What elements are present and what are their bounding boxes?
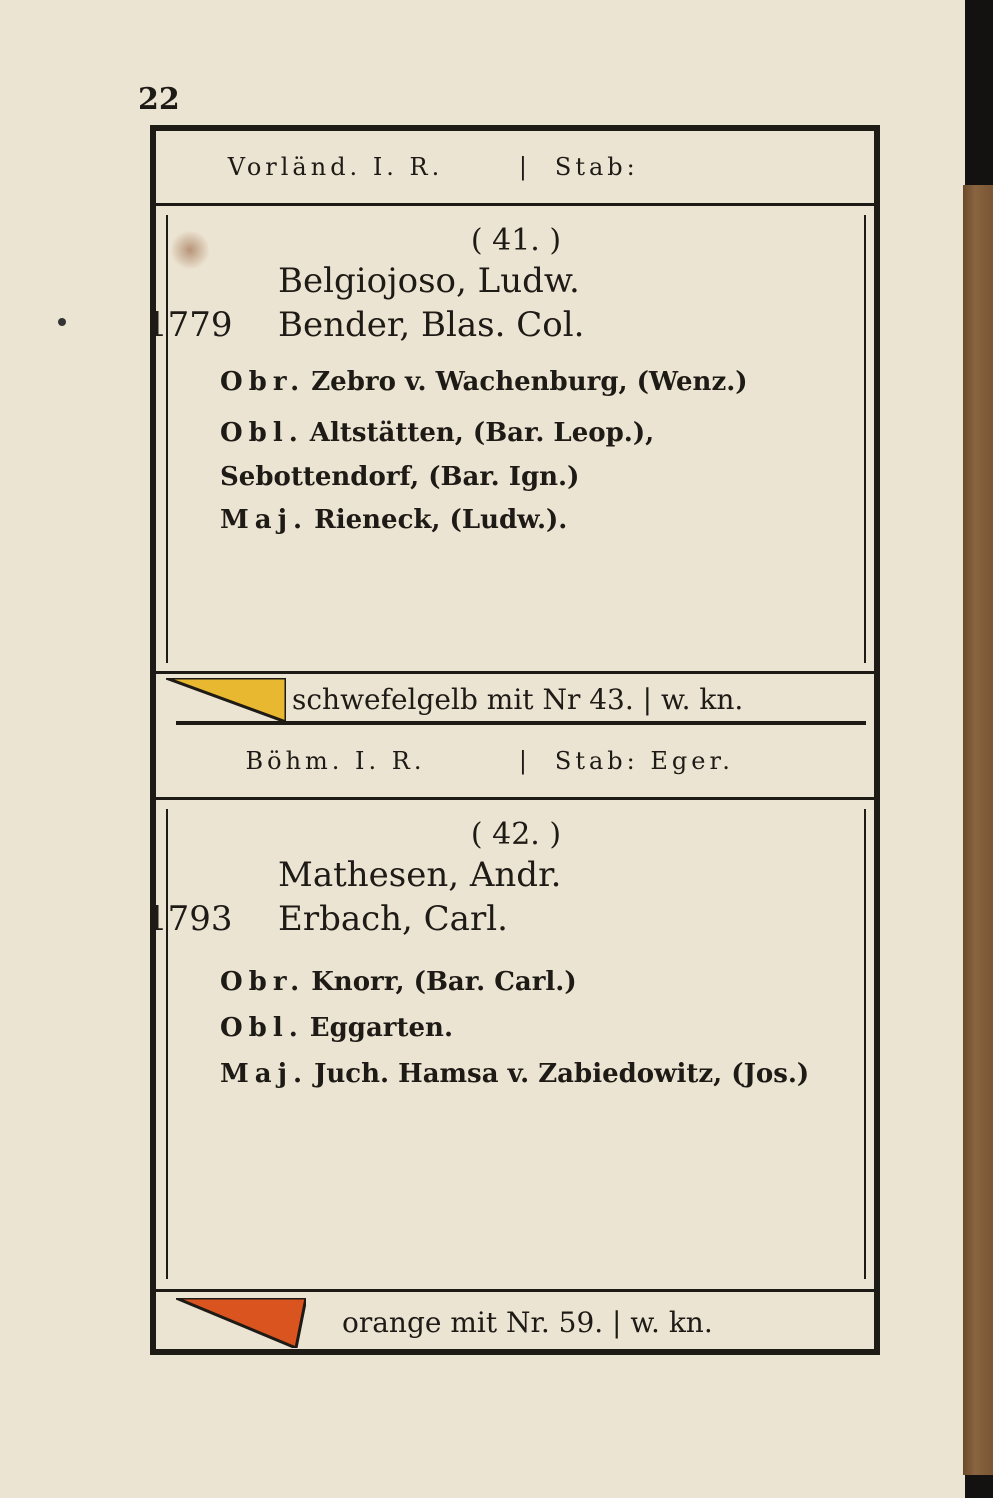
officer-row	[220, 505, 567, 535]
uniform-footer	[156, 671, 874, 724]
officer-rank: Maj.	[220, 1059, 309, 1089]
page-number: 22	[138, 82, 180, 117]
officer-row	[220, 1013, 453, 1043]
officer-row	[220, 1059, 809, 1089]
regiment-section-41	[146, 131, 874, 721]
regiment-name: Vorländ. I. R.	[227, 153, 444, 181]
header-separator: |	[518, 153, 531, 181]
proprietor-name: Belgiojoso, Ludw.	[278, 261, 580, 301]
uniform-footer	[156, 1289, 874, 1352]
second-proprietor: Bender, Blas. Col.	[278, 305, 585, 345]
officer-name: Altstätten, (Bar. Leop.), Sebottendorf, (Bar. Ign.)	[220, 418, 655, 492]
officer-rank: Maj.	[220, 505, 309, 535]
color-swatch	[166, 678, 286, 722]
staff-location: Stab: Eger.	[554, 747, 734, 775]
ink-dot	[58, 318, 66, 326]
regiment-name: Böhm. I. R.	[245, 747, 426, 775]
second-proprietor: Erbach, Carl.	[278, 899, 508, 939]
officer-name: Eggarten.	[309, 1013, 453, 1043]
color-swatch	[176, 1298, 306, 1348]
officer-name: Zebro v. Wachenburg, (Wenz.)	[311, 367, 748, 397]
facing-color-text: schwefelgelb mit Nr 43. | w. kn.	[292, 682, 744, 716]
officer-rank: Obr.	[220, 967, 306, 997]
regiment-number: ( 42. )	[470, 817, 562, 852]
officer-rank: Obl.	[220, 418, 304, 448]
officer-rank: Obl.	[220, 1013, 304, 1043]
founding-year: 1779	[146, 305, 233, 345]
founding-year: 1793	[146, 899, 233, 939]
officer-name: Juch. Hamsa v. Zabiedowitz, (Jos.)	[314, 1059, 810, 1089]
regiment-body	[146, 809, 866, 1279]
regiment-number: ( 41. )	[470, 223, 562, 258]
staff-location: Stab:	[554, 153, 639, 181]
regiment-body	[146, 215, 866, 663]
proprietor-name: Mathesen, Andr.	[278, 855, 562, 895]
officer-name: Rieneck, (Ludw.).	[314, 505, 568, 535]
regiment-section-42	[146, 725, 874, 1349]
officer-row	[220, 967, 577, 997]
regiment-frame	[146, 125, 880, 1355]
header-separator: |	[518, 747, 531, 775]
officer-row	[220, 367, 748, 397]
regiment-header	[156, 131, 874, 206]
officer-name: Knorr, (Bar. Carl.)	[311, 967, 577, 997]
officer-row	[220, 411, 856, 499]
officer-rank: Obr.	[220, 367, 306, 397]
spine-edge	[963, 185, 993, 1475]
facing-color-text: orange mit Nr. 59. | w. kn.	[342, 1305, 713, 1339]
regiment-header	[156, 725, 874, 800]
